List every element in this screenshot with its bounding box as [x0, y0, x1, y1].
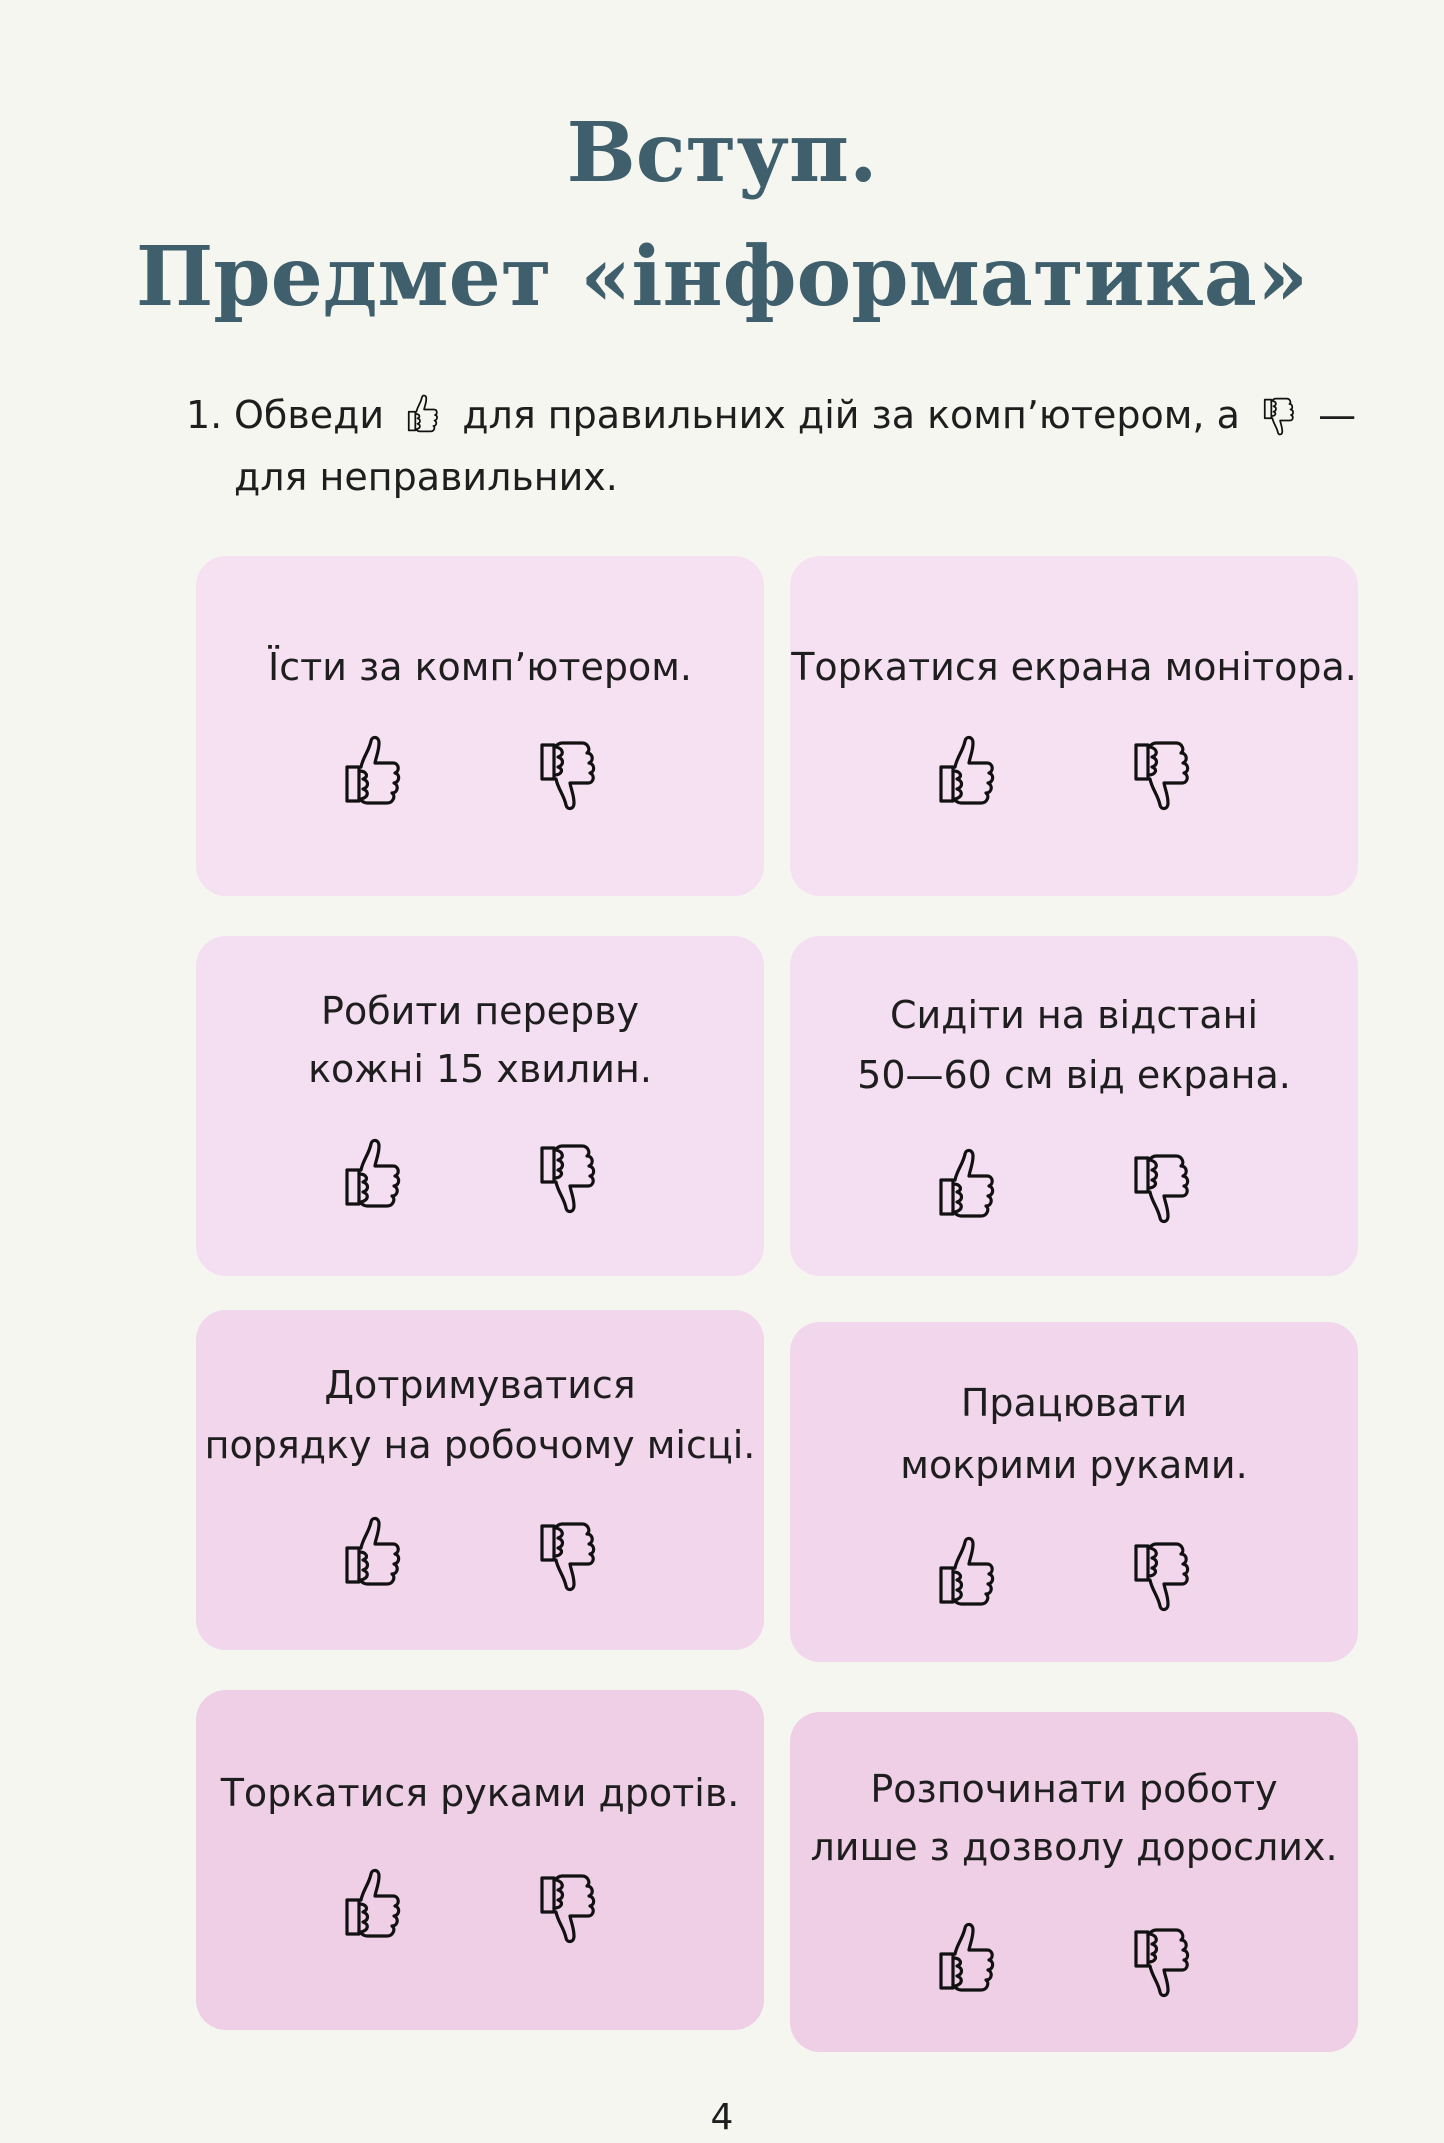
thumbs-down-icon	[1258, 392, 1300, 438]
card-sit-at-distance	[790, 936, 1358, 1276]
thumbs-down-icon[interactable]	[536, 1864, 600, 1948]
thumbs-up-icon[interactable]	[341, 1864, 405, 1948]
thumbs-up-icon[interactable]	[935, 1918, 999, 2002]
task-text-part-3: —	[1318, 393, 1357, 437]
thumbs-up-icon[interactable]	[341, 1134, 405, 1218]
thumbs-up-icon[interactable]	[341, 731, 405, 815]
thumbs-up-icon[interactable]	[935, 731, 999, 815]
card-text-line-2: лише з дозволу дорослих.	[810, 1825, 1338, 1869]
card-text: Їсти за комп’ютером.	[268, 645, 692, 689]
card-text: Торкатися руками дротів.	[220, 1771, 740, 1815]
thumbs-up-icon[interactable]	[341, 1512, 405, 1596]
thumbs-down-icon[interactable]	[1130, 1532, 1194, 1616]
card-keep-workplace-order	[196, 1310, 764, 1650]
card-text-line-2: мокрими руками.	[900, 1443, 1248, 1487]
card-text-line-1: Сидіти на відстані	[889, 993, 1259, 1037]
thumbs-down-icon[interactable]	[1130, 731, 1194, 815]
thumbs-down-icon[interactable]	[1130, 1918, 1194, 2002]
card-touching-wires	[196, 1690, 764, 2030]
task-text-line-2: для неправильних.	[234, 455, 618, 499]
page-number: 4	[710, 2097, 734, 2138]
card-touching-monitor	[790, 556, 1358, 896]
page-title-line-2: Предмет «інформатика»	[135, 229, 1309, 325]
card-wet-hands	[790, 1322, 1358, 1662]
card-text-line-1: Працювати	[960, 1381, 1188, 1425]
card-start-with-permission	[790, 1712, 1358, 2052]
card-text-line-1: Робити перерву	[321, 989, 639, 1033]
thumbs-up-icon[interactable]	[935, 1144, 999, 1228]
card-text-line-2: 50—60 см від екрана.	[857, 1053, 1291, 1097]
thumbs-up-icon	[402, 392, 444, 438]
thumbs-down-icon[interactable]	[1130, 1144, 1194, 1228]
card-take-break	[196, 936, 764, 1276]
card-text: Торкатися екрана монітора.	[791, 645, 1357, 689]
task-text-part-2: для правильних дій за комп’ютером, а	[462, 393, 1240, 437]
card-text-line-1: Дотримуватися	[324, 1363, 636, 1407]
card-eating-at-computer	[196, 556, 764, 896]
thumbs-up-icon[interactable]	[935, 1532, 999, 1616]
thumbs-down-icon[interactable]	[536, 1134, 600, 1218]
card-text-line-2: кожні 15 хвилин.	[308, 1047, 652, 1091]
task-number: 1.	[186, 393, 223, 437]
thumbs-down-icon[interactable]	[536, 731, 600, 815]
card-text-line-2: порядку на робочому місці.	[204, 1423, 756, 1467]
thumbs-down-icon[interactable]	[536, 1512, 600, 1596]
task-text-part-1: Обведи	[234, 393, 385, 437]
page-title-line-1: Вступ.	[566, 105, 878, 201]
card-text-line-1: Розпочинати роботу	[870, 1767, 1278, 1811]
